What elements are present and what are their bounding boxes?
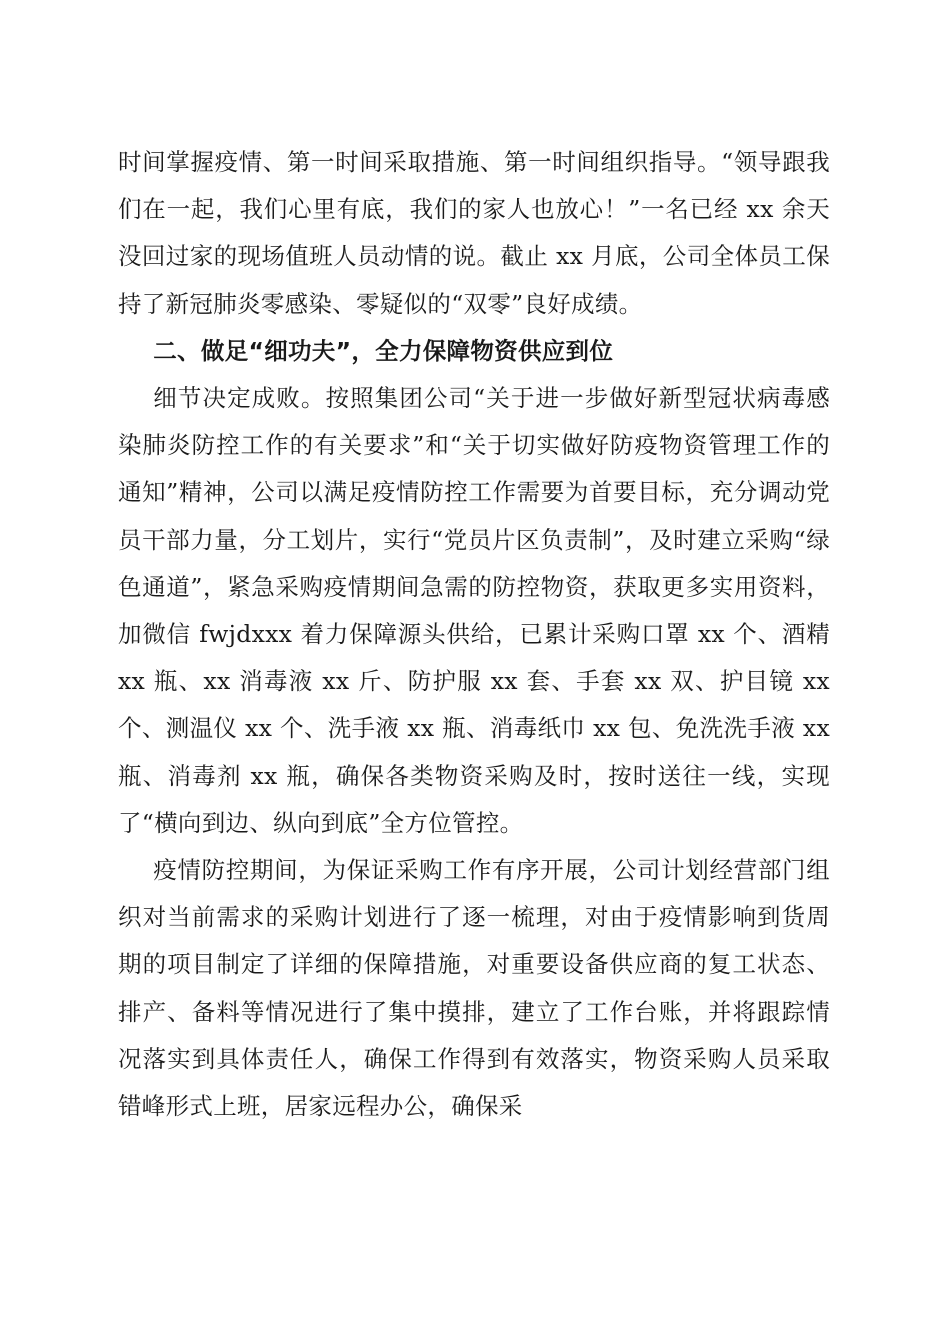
body-paragraph-1: 细节决定成败。按照集团公司“关于进一步做好新型冠状病毒感染肺炎防控工作的有关要求”和“关于切实做好防疫物资管理工作的通知”精神，公司以满足疫情防控工作需要为首要目标，充分调动党员干部力量，分工划片，实行“党员片区负责制”，及时建立采购“绿色通道”，紧急采购疫情期间急需的防控物资，获取更多实用资料，加微信 fwjdxxx 着力保障源头供给，已累计采购口罩 xx 个、酒精 xx 瓶、xx 消毒液 xx 斤、防护服 xx 套、手套 xx 双、护目镜 xx 个、测温仪 xx 个、洗手液 xx 瓶、消毒纸巾 xx 包、免洗洗手液 xx 瓶、消毒剂 xx 瓶，确保各类物资采购及时，按时送往一线，实现了“横向到边、纵向到底”全方位管控。 — [118, 384, 830, 837]
body-paragraph-2: 疫情防控期间，为保证采购工作有序开展，公司计划经营部门组织对当前需求的采购计划进行了逐一梳理，对由于疫情影响到货周期的项目制定了详细的保障措施，对重要设备供应商的复工状态、排产、备料等情况进行了集中摸排，建立了工作台账，并将跟踪情况落实到具体责任人，确保工作得到有效落实，物资采购人员采取错峰形式上班，居家远程办公，确保采 — [118, 856, 830, 1121]
section-heading: 二、做足“细功夫”，全力保障物资供应到位 — [153, 336, 614, 365]
continuation-paragraph: 时间掌握疫情、第一时间采取措施、第一时间组织指导。“领导跟我们在一起，我们心里有底，我们的家人也放心！”一名已经 xx 余天没回过家的现场值班人员动情的说。截止 xx 月底，公司全体员工保持了新冠肺炎零感染、零疑似的“双零”良好成绩。 — [118, 148, 830, 318]
document-body — [118, 139, 830, 1130]
